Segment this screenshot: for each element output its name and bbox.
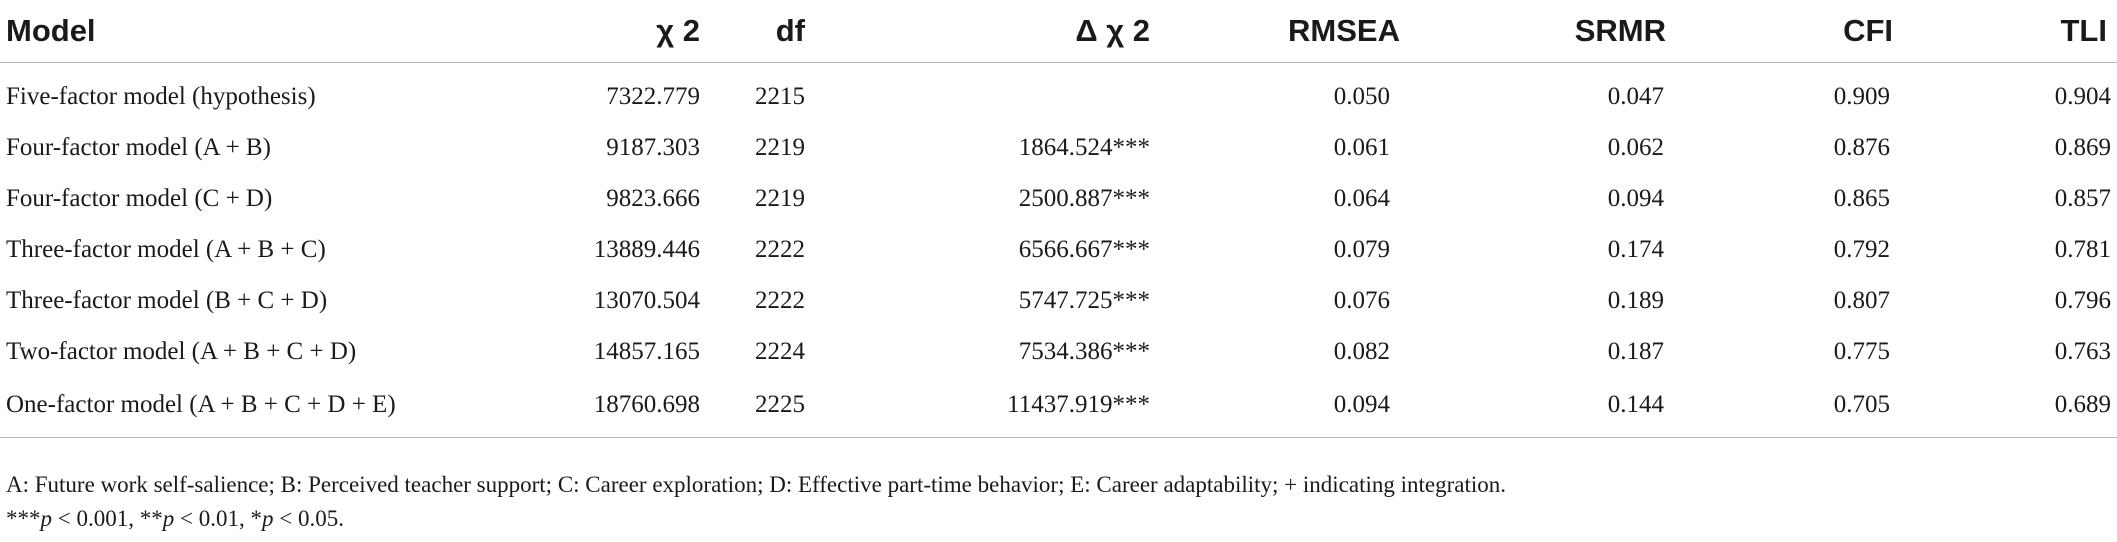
cell-chi2: 14857.165 <box>593 337 700 365</box>
table-row <box>0 377 2117 438</box>
footnote-abbreviations: A: Future work self-salience; B: Perceived teacher support; C: Career exploration; D: Effective part-time behavior; E: Career adaptability; + indicating integration. <box>6 472 1507 497</box>
cell-delta-chi2: 6566.667*** <box>1018 235 1150 263</box>
sig-p-05: p <box>261 506 274 531</box>
cell-df: 2215 <box>755 82 805 110</box>
header-rmsea: RMSEA <box>1190 0 1430 63</box>
cell-df: 2219 <box>755 184 805 212</box>
cell-rmsea: 0.082 <box>1333 337 1390 365</box>
cell-model: Three-factor model (A + B + C) <box>6 235 326 263</box>
sig-p-001: p <box>40 506 52 531</box>
cell-rmsea: 0.061 <box>1333 133 1390 161</box>
cell-tli: 0.781 <box>2054 235 2111 263</box>
cell-cfi: 0.807 <box>1833 286 1890 314</box>
cell-rmsea: 0.094 <box>1190 377 1430 438</box>
sig-text-05: < 0.05. <box>273 506 344 531</box>
cell-rmsea: 0.076 <box>1333 286 1390 314</box>
cell-cfi: 0.705 <box>1686 377 1908 438</box>
table-row <box>0 173 2117 224</box>
cell-cfi: 0.865 <box>1833 184 1890 212</box>
header-delta-chi2: Δ χ 2 <box>900 0 1190 63</box>
cell-delta-chi2 <box>900 63 1190 123</box>
cell-tli: 0.763 <box>2054 337 2111 365</box>
cell-df: 2225 <box>700 377 900 438</box>
cell-tli: 0.689 <box>1908 377 2117 438</box>
header-tli: TLI <box>1908 0 2117 63</box>
header-chi2: χ 2 <box>530 0 700 63</box>
table-row <box>0 224 2117 275</box>
cell-tli: 0.796 <box>2054 286 2111 314</box>
header-row <box>0 0 2117 63</box>
table-row <box>0 63 2117 123</box>
cell-model: Two-factor model (A + B + C + D) <box>6 337 357 365</box>
cell-srmr: 0.094 <box>1607 184 1664 212</box>
cell-delta-chi2: 7534.386*** <box>1018 337 1150 365</box>
cell-cfi: 0.792 <box>1833 235 1890 263</box>
table-row <box>0 326 2117 377</box>
header-model: Model <box>0 0 530 63</box>
footnote-significance <box>6 502 1506 536</box>
cell-delta-chi2: 1864.524*** <box>1018 133 1150 161</box>
header-df: df <box>700 0 900 63</box>
cell-chi2: 7322.779 <box>606 82 700 110</box>
cell-chi2: 9187.303 <box>606 133 700 161</box>
cell-rmsea: 0.079 <box>1333 235 1390 263</box>
cell-srmr: 0.187 <box>1607 337 1664 365</box>
cell-df: 2222 <box>755 235 805 263</box>
cell-cfi: 0.876 <box>1833 133 1890 161</box>
header-cfi: CFI <box>1686 0 1908 63</box>
cell-rmsea: 0.064 <box>1333 184 1390 212</box>
cell-model: One-factor model (A + B + C + D + E) <box>0 377 530 438</box>
cell-chi2: 9823.666 <box>606 184 700 212</box>
table-row <box>0 275 2117 326</box>
cell-chi2: 13889.446 <box>593 235 700 263</box>
cell-srmr: 0.189 <box>1607 286 1664 314</box>
cell-srmr: 0.062 <box>1607 133 1664 161</box>
sig-stars-01: ** <box>139 506 163 531</box>
sig-stars-05: * <box>250 506 262 531</box>
cell-delta-chi2: 5747.725*** <box>1018 286 1150 314</box>
cell-cfi: 0.775 <box>1833 337 1890 365</box>
cell-model: Four-factor model (C + D) <box>6 184 273 212</box>
cell-model: Five-factor model (hypothesis) <box>6 82 316 110</box>
header-srmr: SRMR <box>1430 0 1686 63</box>
cell-srmr: 0.144 <box>1430 377 1686 438</box>
cell-chi2: 18760.698 <box>530 377 700 438</box>
cell-delta-chi2: 11437.919*** <box>900 377 1190 438</box>
sig-text-001: < 0.001, <box>52 506 140 531</box>
table-body <box>0 63 2117 438</box>
cell-rmsea: 0.050 <box>1333 82 1390 110</box>
table-row <box>0 122 2117 173</box>
cell-delta-chi2: 2500.887*** <box>1018 184 1150 212</box>
cell-srmr: 0.047 <box>1607 82 1664 110</box>
cell-df: 2219 <box>755 133 805 161</box>
sig-text-01: < 0.01, <box>174 506 251 531</box>
sig-stars-001: *** <box>6 506 41 531</box>
cell-chi2: 13070.504 <box>593 286 700 314</box>
cell-df: 2222 <box>755 286 805 314</box>
cell-srmr: 0.174 <box>1607 235 1664 263</box>
cell-tli: 0.904 <box>2054 82 2111 110</box>
cell-model: Three-factor model (B + C + D) <box>6 286 328 314</box>
table-header <box>0 0 2117 63</box>
table-footnotes <box>6 468 1506 536</box>
cell-cfi: 0.909 <box>1833 82 1890 110</box>
cell-tli: 0.869 <box>2054 133 2111 161</box>
cell-df: 2224 <box>755 337 805 365</box>
cell-tli: 0.857 <box>2054 184 2111 212</box>
cell-model: Four-factor model (A + B) <box>6 133 271 161</box>
sig-p-01: p <box>162 506 175 531</box>
